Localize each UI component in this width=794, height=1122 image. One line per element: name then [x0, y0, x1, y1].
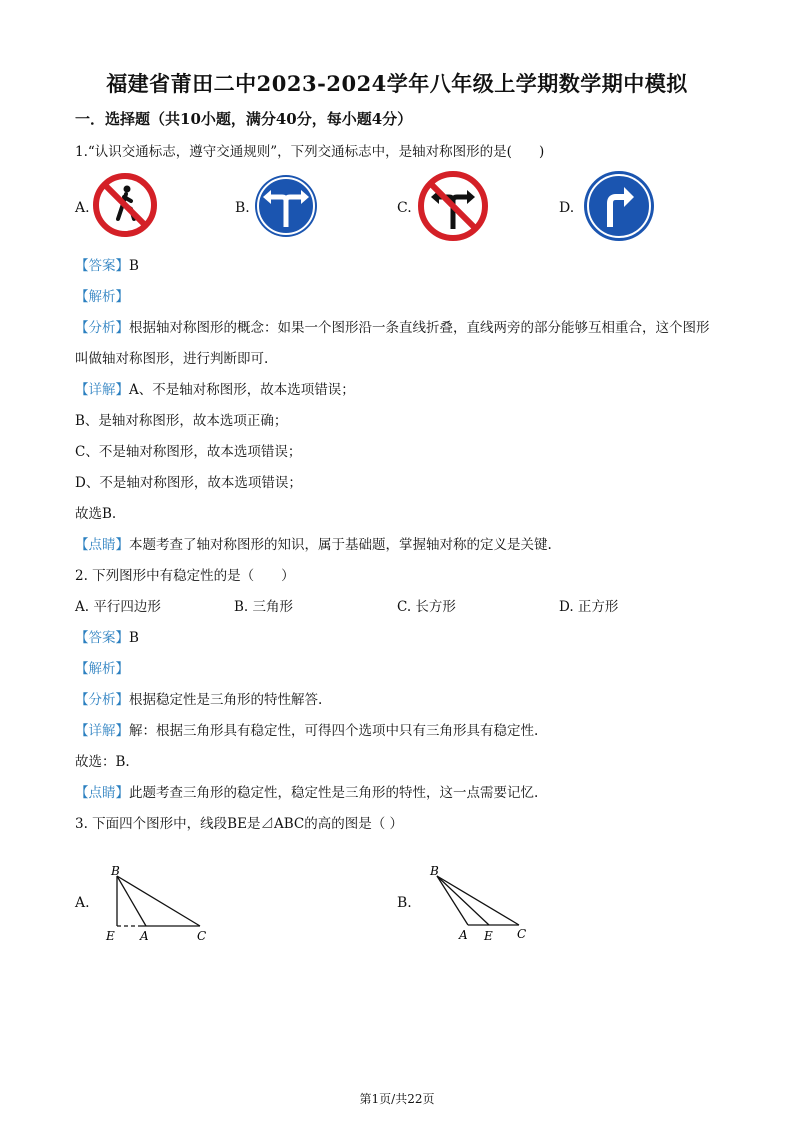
q1-answer [75, 257, 139, 275]
q1-choose: 故选B. [75, 506, 117, 522]
fig-a-label-e: E [106, 929, 115, 943]
answer-tag: 【答案】 [75, 630, 129, 646]
q2-fenxi [75, 691, 322, 709]
fenxi-text: 根据稳定性是三角形的特性解答. [129, 692, 323, 708]
q1-detail-c: C、不是轴对称图形，故本选项错误； [75, 444, 302, 460]
fig-a-label-c: C [197, 929, 207, 943]
q2-detail [75, 722, 538, 740]
fenxi-text: 根据轴对称图形的概念：如果一个图形沿一条直线折叠，直线两旁的部分能够互相重合，这个图形 [129, 320, 710, 336]
dianjing-tag: 【点睛】 [75, 537, 129, 553]
q2-dianjing [75, 784, 538, 802]
answer-value: B [129, 258, 139, 274]
fenxi-tag: 【分析】 [75, 692, 129, 708]
q2-analysis-tag: 【解析】 [75, 661, 129, 677]
q2-option-a: A. 平行四边形 [75, 599, 161, 615]
dianjing-text: 此题考查三角形的稳定性，稳定性是三角形的特性，这一点需要记忆. [129, 785, 539, 801]
q1-detail-b: B、是轴对称图形，故本选项正确； [75, 413, 288, 429]
dianjing-text: 本题考查了轴对称图形的知识，属于基础题，掌握轴对称的定义是关键. [129, 537, 552, 553]
left-right-turn-sign-icon [253, 173, 319, 239]
q1-option-c-label: C. [397, 200, 412, 216]
right-turn-sign-icon [582, 169, 656, 243]
q1-detail-d: D、不是轴对称图形，故本选项错误； [75, 475, 302, 491]
detail-text: A、不是轴对称图形，故本选项错误； [129, 382, 355, 398]
q1-option-a-label: A. [75, 200, 90, 216]
q2-option-b: B. 三角形 [234, 599, 294, 615]
fig-b-label-a: A [459, 928, 468, 942]
q1-fenxi-line2: 叫做轴对称图形，进行判断即可. [75, 351, 269, 367]
triangle-figure-a [100, 860, 220, 946]
fig-a-label-a: A [140, 929, 149, 943]
page-footer: 第1页/共22页 [359, 1092, 435, 1106]
q3-option-b-label: B. [397, 895, 412, 911]
detail-text: 解：根据三角形具有稳定性，可得四个选项中只有三角形具有稳定性. [129, 723, 539, 739]
q1-analysis-tag: 【解析】 [75, 289, 129, 305]
q2-choose: 故选：B. [75, 754, 130, 770]
q3-stem: 3. 下面四个图形中，线段BE是⊿ABC的高的图是（ ） [75, 816, 403, 832]
q1-stem: 1.“认识交通标志，遵守交通规则”，下列交通标志中，是轴对称图形的是( ) [75, 144, 545, 160]
dianjing-tag: 【点睛】 [75, 785, 129, 801]
section-heading: 一．选择题（共10小题，满分40分，每小题4分） [75, 110, 413, 128]
detail-tag: 【详解】 [75, 723, 129, 739]
page-title: 福建省莆田二中2023-2024学年八年级上学期数学期中模拟 [106, 71, 688, 96]
fig-a-label-b: B [111, 864, 120, 878]
q2-answer [75, 629, 139, 647]
q2-option-d: D. 正方形 [559, 599, 619, 615]
fig-b-label-b: B [430, 864, 439, 878]
fig-b-label-c: C [517, 927, 527, 941]
no-left-right-turn-sign-icon [418, 171, 488, 241]
answer-value: B [129, 630, 139, 646]
q2-option-c: C. 长方形 [397, 599, 456, 615]
q1-detail-a [75, 381, 355, 399]
q1-option-b-label: B. [235, 200, 250, 216]
fenxi-tag: 【分析】 [75, 320, 129, 336]
detail-tag: 【详解】 [75, 382, 129, 398]
q1-option-d-label: D. [559, 200, 575, 216]
q3-option-a-label: A. [75, 895, 90, 911]
triangle-figure-b [425, 858, 545, 944]
q1-fenxi-line1 [75, 319, 710, 337]
q2-stem: 2. 下列图形中有稳定性的是（ ） [75, 568, 295, 584]
q1-dianjing [75, 536, 552, 554]
no-pedestrian-sign-icon [93, 173, 157, 237]
answer-tag: 【答案】 [75, 258, 129, 274]
fig-b-label-e: E [484, 929, 493, 943]
